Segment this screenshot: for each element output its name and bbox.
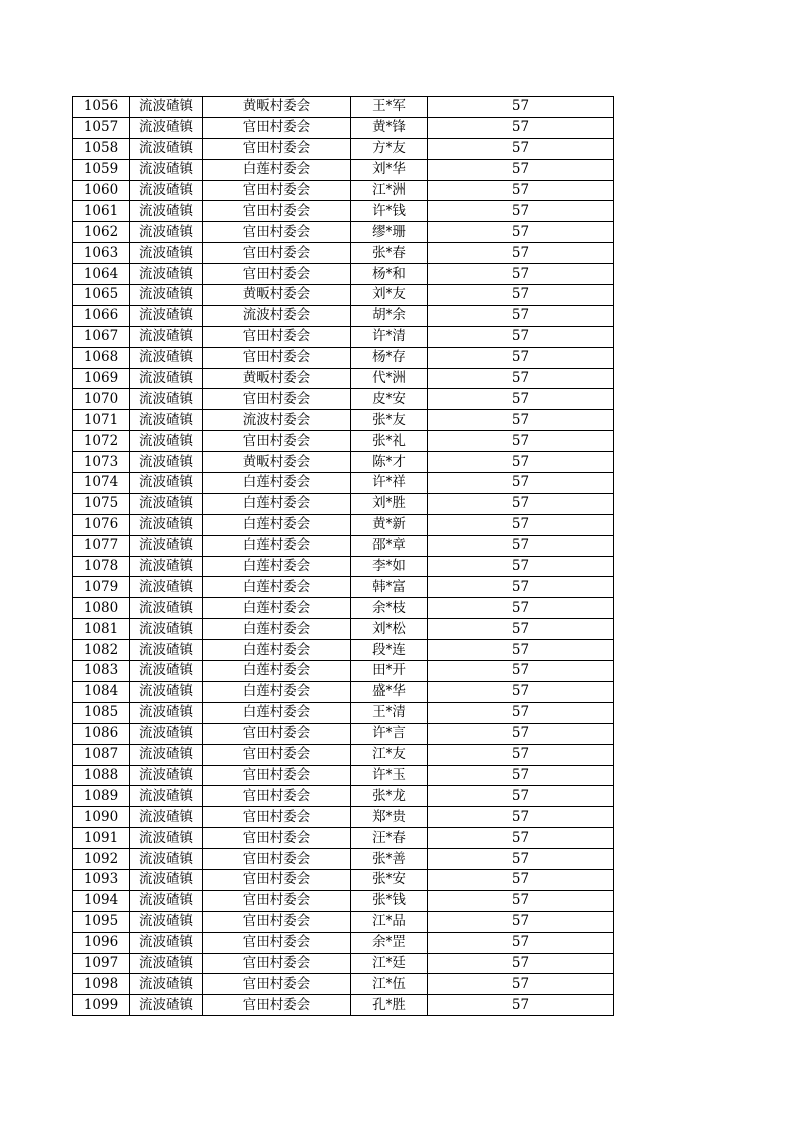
village-committee-cell: 流波村委会	[203, 410, 351, 431]
village-committee-cell: 白莲村委会	[203, 514, 351, 535]
amount-cell: 57	[428, 305, 614, 326]
town-cell: 流波碴镇	[130, 305, 203, 326]
village-committee-cell: 黄畈村委会	[203, 97, 351, 118]
amount-cell: 57	[428, 598, 614, 619]
village-committee-cell: 官田村委会	[203, 807, 351, 828]
table-row	[73, 681, 614, 702]
village-committee-cell: 官田村委会	[203, 347, 351, 368]
row-number-cell: 1075	[73, 493, 130, 514]
person-name-cell: 方*友	[351, 138, 428, 159]
amount-cell: 57	[428, 932, 614, 953]
person-name-cell: 张*友	[351, 410, 428, 431]
town-cell: 流波碴镇	[130, 222, 203, 243]
town-cell: 流波碴镇	[130, 159, 203, 180]
person-name-cell: 孔*胜	[351, 995, 428, 1016]
amount-cell: 57	[428, 849, 614, 870]
village-committee-cell: 白莲村委会	[203, 619, 351, 640]
row-number-cell: 1072	[73, 431, 130, 452]
person-name-cell: 段*连	[351, 640, 428, 661]
row-number-cell: 1096	[73, 932, 130, 953]
table-row	[73, 619, 614, 640]
village-committee-cell: 官田村委会	[203, 431, 351, 452]
amount-cell: 57	[428, 180, 614, 201]
person-name-cell: 王*清	[351, 702, 428, 723]
table-row	[73, 640, 614, 661]
village-committee-cell: 官田村委会	[203, 326, 351, 347]
village-committee-cell: 官田村委会	[203, 869, 351, 890]
row-number-cell: 1087	[73, 744, 130, 765]
row-number-cell: 1085	[73, 702, 130, 723]
row-number-cell: 1056	[73, 97, 130, 118]
person-name-cell: 江*友	[351, 744, 428, 765]
row-number-cell: 1099	[73, 995, 130, 1016]
town-cell: 流波碴镇	[130, 138, 203, 159]
village-committee-cell: 官田村委会	[203, 723, 351, 744]
amount-cell: 57	[428, 661, 614, 682]
village-committee-cell: 官田村委会	[203, 911, 351, 932]
row-number-cell: 1067	[73, 326, 130, 347]
person-name-cell: 许*祥	[351, 473, 428, 494]
person-name-cell: 张*钱	[351, 890, 428, 911]
village-committee-cell: 黄畈村委会	[203, 285, 351, 306]
village-committee-cell: 官田村委会	[203, 974, 351, 995]
amount-cell: 57	[428, 786, 614, 807]
table-row	[73, 744, 614, 765]
row-number-cell: 1084	[73, 681, 130, 702]
person-name-cell: 黄*锋	[351, 117, 428, 138]
row-number-cell: 1098	[73, 974, 130, 995]
table-row	[73, 410, 614, 431]
amount-cell: 57	[428, 681, 614, 702]
village-committee-cell: 白莲村委会	[203, 159, 351, 180]
table-row	[73, 493, 614, 514]
village-committee-cell: 白莲村委会	[203, 473, 351, 494]
town-cell: 流波碴镇	[130, 493, 203, 514]
village-committee-cell: 白莲村委会	[203, 556, 351, 577]
town-cell: 流波碴镇	[130, 619, 203, 640]
row-number-cell: 1086	[73, 723, 130, 744]
village-committee-cell: 官田村委会	[203, 201, 351, 222]
village-committee-cell: 官田村委会	[203, 765, 351, 786]
row-number-cell: 1062	[73, 222, 130, 243]
village-committee-cell: 白莲村委会	[203, 640, 351, 661]
village-committee-cell: 官田村委会	[203, 222, 351, 243]
person-name-cell: 张*礼	[351, 431, 428, 452]
row-number-cell: 1058	[73, 138, 130, 159]
table-row	[73, 849, 614, 870]
amount-cell: 57	[428, 640, 614, 661]
amount-cell: 57	[428, 410, 614, 431]
table-row	[73, 117, 614, 138]
amount-cell: 57	[428, 723, 614, 744]
amount-cell: 57	[428, 974, 614, 995]
roster-table-body	[73, 97, 614, 1016]
row-number-cell: 1065	[73, 285, 130, 306]
row-number-cell: 1076	[73, 514, 130, 535]
table-row	[73, 473, 614, 494]
town-cell: 流波碴镇	[130, 681, 203, 702]
amount-cell: 57	[428, 243, 614, 264]
town-cell: 流波碴镇	[130, 452, 203, 473]
row-number-cell: 1082	[73, 640, 130, 661]
table-row	[73, 890, 614, 911]
town-cell: 流波碴镇	[130, 347, 203, 368]
person-name-cell: 盛*华	[351, 681, 428, 702]
person-name-cell: 汪*春	[351, 828, 428, 849]
person-name-cell: 江*品	[351, 911, 428, 932]
table-row	[73, 577, 614, 598]
person-name-cell: 代*洲	[351, 368, 428, 389]
amount-cell: 57	[428, 556, 614, 577]
person-name-cell: 张*龙	[351, 786, 428, 807]
amount-cell: 57	[428, 493, 614, 514]
table-row	[73, 514, 614, 535]
village-committee-cell: 白莲村委会	[203, 681, 351, 702]
amount-cell: 57	[428, 911, 614, 932]
person-name-cell: 刘*华	[351, 159, 428, 180]
village-committee-cell: 官田村委会	[203, 890, 351, 911]
row-number-cell: 1061	[73, 201, 130, 222]
table-row	[73, 995, 614, 1016]
person-name-cell: 陈*才	[351, 452, 428, 473]
town-cell: 流波碴镇	[130, 514, 203, 535]
amount-cell: 57	[428, 138, 614, 159]
amount-cell: 57	[428, 807, 614, 828]
table-row	[73, 347, 614, 368]
row-number-cell: 1063	[73, 243, 130, 264]
amount-cell: 57	[428, 473, 614, 494]
town-cell: 流波碴镇	[130, 723, 203, 744]
person-name-cell: 缪*珊	[351, 222, 428, 243]
amount-cell: 57	[428, 201, 614, 222]
amount-cell: 57	[428, 995, 614, 1016]
town-cell: 流波碴镇	[130, 285, 203, 306]
row-number-cell: 1070	[73, 389, 130, 410]
row-number-cell: 1074	[73, 473, 130, 494]
row-number-cell: 1097	[73, 953, 130, 974]
village-committee-cell: 流波村委会	[203, 305, 351, 326]
town-cell: 流波碴镇	[130, 243, 203, 264]
person-name-cell: 江*洲	[351, 180, 428, 201]
village-committee-cell: 官田村委会	[203, 389, 351, 410]
person-name-cell: 杨*存	[351, 347, 428, 368]
amount-cell: 57	[428, 222, 614, 243]
town-cell: 流波碴镇	[130, 911, 203, 932]
amount-cell: 57	[428, 97, 614, 118]
row-number-cell: 1057	[73, 117, 130, 138]
table-row	[73, 953, 614, 974]
amount-cell: 57	[428, 535, 614, 556]
table-row	[73, 869, 614, 890]
table-row	[73, 765, 614, 786]
row-number-cell: 1091	[73, 828, 130, 849]
town-cell: 流波碴镇	[130, 661, 203, 682]
person-name-cell: 许*玉	[351, 765, 428, 786]
person-name-cell: 余*罡	[351, 932, 428, 953]
town-cell: 流波碴镇	[130, 702, 203, 723]
village-committee-cell: 官田村委会	[203, 786, 351, 807]
amount-cell: 57	[428, 159, 614, 180]
row-number-cell: 1094	[73, 890, 130, 911]
person-name-cell: 江*伍	[351, 974, 428, 995]
table-row	[73, 243, 614, 264]
town-cell: 流波碴镇	[130, 117, 203, 138]
person-name-cell: 江*廷	[351, 953, 428, 974]
town-cell: 流波碴镇	[130, 431, 203, 452]
table-row	[73, 389, 614, 410]
row-number-cell: 1080	[73, 598, 130, 619]
table-row	[73, 326, 614, 347]
town-cell: 流波碴镇	[130, 556, 203, 577]
person-name-cell: 刘*友	[351, 285, 428, 306]
amount-cell: 57	[428, 452, 614, 473]
row-number-cell: 1090	[73, 807, 130, 828]
table-row	[73, 138, 614, 159]
town-cell: 流波碴镇	[130, 828, 203, 849]
town-cell: 流波碴镇	[130, 890, 203, 911]
amount-cell: 57	[428, 264, 614, 285]
person-name-cell: 李*如	[351, 556, 428, 577]
table-row	[73, 661, 614, 682]
town-cell: 流波碴镇	[130, 473, 203, 494]
person-name-cell: 许*钱	[351, 201, 428, 222]
row-number-cell: 1077	[73, 535, 130, 556]
village-committee-cell: 官田村委会	[203, 180, 351, 201]
table-row	[73, 201, 614, 222]
table-row	[73, 264, 614, 285]
row-number-cell: 1073	[73, 452, 130, 473]
village-committee-cell: 白莲村委会	[203, 493, 351, 514]
town-cell: 流波碴镇	[130, 869, 203, 890]
town-cell: 流波碴镇	[130, 598, 203, 619]
row-number-cell: 1093	[73, 869, 130, 890]
town-cell: 流波碴镇	[130, 535, 203, 556]
amount-cell: 57	[428, 890, 614, 911]
table-row	[73, 974, 614, 995]
village-committee-cell: 黄畈村委会	[203, 368, 351, 389]
row-number-cell: 1060	[73, 180, 130, 201]
town-cell: 流波碴镇	[130, 326, 203, 347]
town-cell: 流波碴镇	[130, 807, 203, 828]
row-number-cell: 1079	[73, 577, 130, 598]
table-row	[73, 452, 614, 473]
row-number-cell: 1078	[73, 556, 130, 577]
table-row	[73, 911, 614, 932]
amount-cell: 57	[428, 326, 614, 347]
table-row	[73, 535, 614, 556]
amount-cell: 57	[428, 431, 614, 452]
row-number-cell: 1088	[73, 765, 130, 786]
village-committee-cell: 白莲村委会	[203, 535, 351, 556]
village-committee-cell: 官田村委会	[203, 744, 351, 765]
village-committee-cell: 官田村委会	[203, 953, 351, 974]
row-number-cell: 1066	[73, 305, 130, 326]
person-name-cell: 郑*贵	[351, 807, 428, 828]
amount-cell: 57	[428, 285, 614, 306]
row-number-cell: 1092	[73, 849, 130, 870]
town-cell: 流波碴镇	[130, 389, 203, 410]
row-number-cell: 1059	[73, 159, 130, 180]
roster-table	[72, 96, 614, 1016]
row-number-cell: 1081	[73, 619, 130, 640]
person-name-cell: 黄*新	[351, 514, 428, 535]
town-cell: 流波碴镇	[130, 180, 203, 201]
town-cell: 流波碴镇	[130, 640, 203, 661]
town-cell: 流波碴镇	[130, 932, 203, 953]
person-name-cell: 邵*章	[351, 535, 428, 556]
table-row	[73, 723, 614, 744]
table-row	[73, 305, 614, 326]
village-committee-cell: 黄畈村委会	[203, 452, 351, 473]
row-number-cell: 1083	[73, 661, 130, 682]
row-number-cell: 1089	[73, 786, 130, 807]
table-row	[73, 598, 614, 619]
town-cell: 流波碴镇	[130, 953, 203, 974]
table-row	[73, 556, 614, 577]
person-name-cell: 张*善	[351, 849, 428, 870]
person-name-cell: 许*清	[351, 326, 428, 347]
table-row	[73, 807, 614, 828]
town-cell: 流波碴镇	[130, 368, 203, 389]
table-row	[73, 828, 614, 849]
amount-cell: 57	[428, 765, 614, 786]
town-cell: 流波碴镇	[130, 201, 203, 222]
village-committee-cell: 白莲村委会	[203, 598, 351, 619]
person-name-cell: 张*安	[351, 869, 428, 890]
town-cell: 流波碴镇	[130, 97, 203, 118]
row-number-cell: 1095	[73, 911, 130, 932]
village-committee-cell: 白莲村委会	[203, 577, 351, 598]
town-cell: 流波碴镇	[130, 410, 203, 431]
town-cell: 流波碴镇	[130, 264, 203, 285]
village-committee-cell: 官田村委会	[203, 138, 351, 159]
table-row	[73, 180, 614, 201]
person-name-cell: 胡*余	[351, 305, 428, 326]
table-row	[73, 222, 614, 243]
table-row	[73, 431, 614, 452]
amount-cell: 57	[428, 117, 614, 138]
person-name-cell: 皮*安	[351, 389, 428, 410]
person-name-cell: 田*开	[351, 661, 428, 682]
town-cell: 流波碴镇	[130, 849, 203, 870]
village-committee-cell: 官田村委会	[203, 995, 351, 1016]
amount-cell: 57	[428, 744, 614, 765]
village-committee-cell: 官田村委会	[203, 243, 351, 264]
person-name-cell: 韩*富	[351, 577, 428, 598]
village-committee-cell: 白莲村委会	[203, 702, 351, 723]
amount-cell: 57	[428, 389, 614, 410]
amount-cell: 57	[428, 347, 614, 368]
village-committee-cell: 白莲村委会	[203, 661, 351, 682]
amount-cell: 57	[428, 514, 614, 535]
village-committee-cell: 官田村委会	[203, 828, 351, 849]
table-row	[73, 702, 614, 723]
town-cell: 流波碴镇	[130, 744, 203, 765]
amount-cell: 57	[428, 869, 614, 890]
village-committee-cell: 官田村委会	[203, 264, 351, 285]
amount-cell: 57	[428, 828, 614, 849]
person-name-cell: 张*春	[351, 243, 428, 264]
town-cell: 流波碴镇	[130, 974, 203, 995]
person-name-cell: 许*言	[351, 723, 428, 744]
amount-cell: 57	[428, 577, 614, 598]
amount-cell: 57	[428, 953, 614, 974]
person-name-cell: 余*枝	[351, 598, 428, 619]
person-name-cell: 王*军	[351, 97, 428, 118]
table-row	[73, 97, 614, 118]
person-name-cell: 刘*胜	[351, 493, 428, 514]
person-name-cell: 杨*和	[351, 264, 428, 285]
town-cell: 流波碴镇	[130, 786, 203, 807]
village-committee-cell: 官田村委会	[203, 932, 351, 953]
table-row	[73, 159, 614, 180]
amount-cell: 57	[428, 702, 614, 723]
row-number-cell: 1068	[73, 347, 130, 368]
amount-cell: 57	[428, 368, 614, 389]
village-committee-cell: 官田村委会	[203, 849, 351, 870]
table-row	[73, 786, 614, 807]
table-row	[73, 932, 614, 953]
town-cell: 流波碴镇	[130, 577, 203, 598]
table-row	[73, 285, 614, 306]
row-number-cell: 1064	[73, 264, 130, 285]
table-row	[73, 368, 614, 389]
person-name-cell: 刘*松	[351, 619, 428, 640]
town-cell: 流波碴镇	[130, 765, 203, 786]
amount-cell: 57	[428, 619, 614, 640]
row-number-cell: 1071	[73, 410, 130, 431]
row-number-cell: 1069	[73, 368, 130, 389]
village-committee-cell: 官田村委会	[203, 117, 351, 138]
town-cell: 流波碴镇	[130, 995, 203, 1016]
